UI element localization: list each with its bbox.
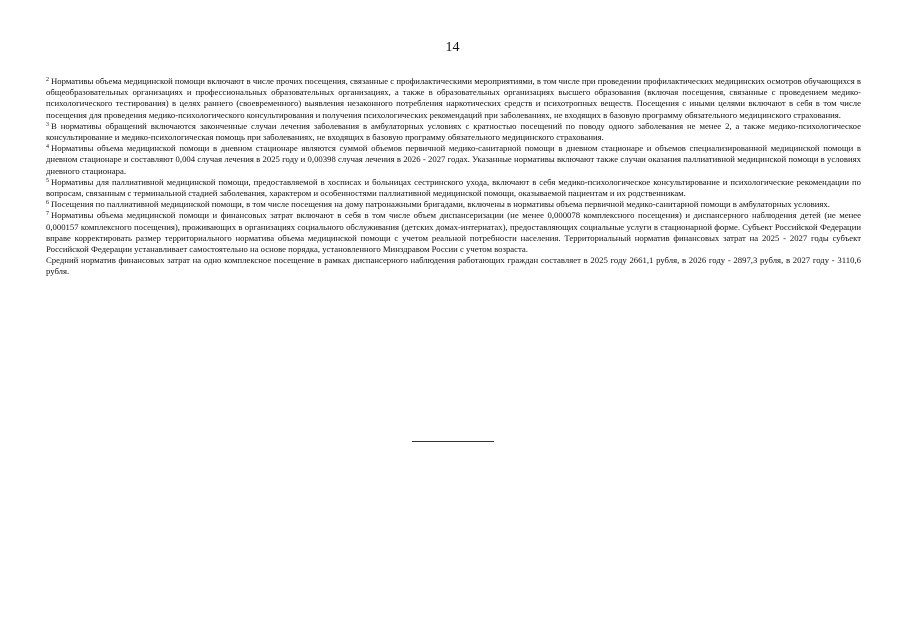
footnote-marker: 4 (46, 144, 49, 151)
footnote-marker: 5 (46, 177, 49, 184)
footnote-7-continuation (46, 255, 861, 277)
footnote-text: Нормативы объема медицинской помощи включают в числе прочих посещения, связанные с профилактическими мероприятиями, в том числе при проведении профилактических медицинских осмотров обучающихся в общеобразовательных организациях и профессиональных образовательных организациях, а также в образовательных организациях высшего образования (включая посещения, связанные с проведением медико-психологического тестирования) в целях раннего (своевременного) выявления незаконного потребления наркотических средств и психотропных веществ. Посещения с иными целями включают в себя в том числе посещения для проведения медико-психологического консультирования и получения психологических рекомендаций при заболеваниях, не входящих в базовую программу обязательного медицинского страхования. (46, 76, 861, 120)
footnote-text: Посещения по паллиативной медицинской помощи, в том числе посещения на дому патронажными бригадами, включены в нормативы объема первичной медико-санитарной помощи в амбулаторных условиях. (51, 199, 830, 210)
footnote-marker: 7 (46, 211, 49, 218)
footnote-text: Нормативы для паллиативной медицинской помощи, предоставляемой в хосписах и больницах сестринского ухода, включают в себя медико-психологическое консультирование и психологические рекомендации по вопросам, связанным с терминальной стадией заболевания, характером и особенностями паллиативной медицинской помощи, оказываемой пациентам и их родственникам. (46, 176, 861, 199)
footnote-marker: 2 (46, 77, 49, 83)
footnote-marker: 3 (46, 121, 49, 128)
footnote-5 (46, 177, 861, 199)
footnote-3 (46, 121, 861, 143)
footnote-text: В нормативы обращений включаются законченные случаи лечения заболевания в амбулаторных условиях с кратностью посещений по поводу одного заболевания не менее 2, а также медико-психологическое консультирование и медико-психологическая помощь при заболеваниях, не входящих в базовую программу обязательного медицинского страхования. (46, 120, 861, 143)
footnote-text: Средний норматив финансовых затрат на одно комплексное посещение в рамках диспансерного наблюдения работающих граждан составляет в 2025 году 2661,1 рубля, в 2026 году - 2897,3 рубля, в 2027 году - 3110,6 рубля. (46, 255, 861, 277)
footnote-marker: 6 (46, 200, 49, 207)
page-number: 14 (445, 40, 460, 55)
footnote-6 (46, 199, 861, 210)
footnote-2 (46, 76, 861, 121)
footnote-4 (46, 143, 861, 177)
footnotes-section (46, 76, 861, 278)
footnote-text: Нормативы объема медицинской помощи в дневном стационаре являются суммой объемов первичной медико-санитарной помощи в дневном стационаре и объемов специализированной медицинской помощи в дневном стационаре и составляют 0,004 случая лечения в 2025 году и 0,00398 случая лечения в 2026 - 2027 годах. Указанные нормативы включают также случаи оказания паллиативной медицинской помощи в условиях дневного стационара. (46, 143, 861, 176)
end-divider (412, 441, 494, 442)
footnote-7 (46, 210, 861, 255)
footnote-text: Нормативы объема медицинской помощи и финансовых затрат включают в себя в том числе объем диспансеризации (не менее 0,000078 комплексного посещения) и диспансерного наблюдения детей (не менее 0,000157 комплексного посещения), проживающих в организациях социального обслуживания (детских домах-интернатах), предоставляющих социальные услуги в стационарной форме. Субъект Российской Федерации вправе корректировать размер территориального норматива объема медицинской помощи с учетом реальной потребности населения. Территориальный норматив финансовых затрат на 2025 - 2027 годы субъект Российской Федерации устанавливает самостоятельно на основе порядка, установленного Минздравом России с учетом возраста. (46, 210, 861, 255)
